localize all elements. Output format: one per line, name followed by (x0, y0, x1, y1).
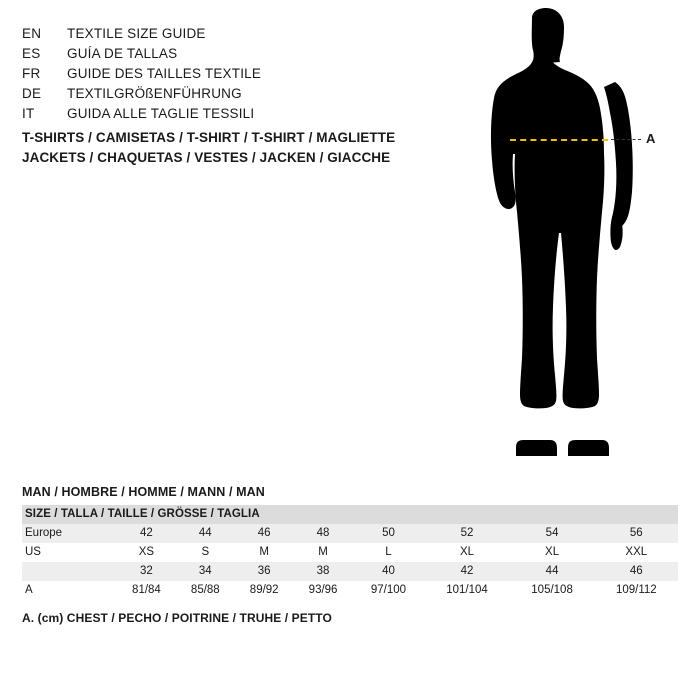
table-row (22, 524, 678, 543)
table-cell: 32 (117, 562, 176, 581)
table-cell: 105/108 (510, 581, 595, 600)
row-label: US (22, 543, 117, 562)
language-row (22, 24, 452, 44)
male-silhouette-icon (470, 8, 685, 468)
measure-leader-line (611, 139, 641, 140)
table-cell: 48 (294, 524, 353, 543)
body-figure (470, 8, 685, 468)
table-row (22, 581, 678, 600)
table-cell: 50 (353, 524, 425, 543)
table-header-row (22, 505, 678, 524)
table-cell: XL (510, 543, 595, 562)
language-row (22, 64, 452, 84)
language-title-list (22, 24, 452, 124)
table-cell: XS (117, 543, 176, 562)
category-tshirts: T-SHIRTS / CAMISETAS / T-SHIRT / T-SHIRT / MAGLIETTE (22, 130, 396, 145)
table-cell: M (294, 543, 353, 562)
table-row (22, 562, 678, 581)
language-title: TEXTILGRÖßENFÜHRUNG (67, 86, 242, 101)
language-row (22, 104, 452, 124)
table-cell: 46 (235, 524, 294, 543)
table-header-label: SIZE / TALLA / TAILLE / GRÖSSE / TAGLIA (22, 505, 678, 524)
table-cell: 52 (424, 524, 509, 543)
table-cell: 42 (424, 562, 509, 581)
language-title: GUÍA DE TALLAS (67, 46, 178, 61)
table-row (22, 543, 678, 562)
table-group-label: MAN / HOMBRE / HOMME / MANN / MAN (22, 485, 265, 499)
table-cell: 40 (353, 562, 425, 581)
table-cell: 54 (510, 524, 595, 543)
table-footnote: A. (cm) CHEST / PECHO / POITRINE / TRUHE / PETTO (22, 611, 332, 625)
language-title: GUIDE DES TAILLES TEXTILE (67, 66, 262, 81)
language-code: FR (22, 66, 41, 81)
measure-label-a: A (646, 131, 656, 146)
table-cell: 93/96 (294, 581, 353, 600)
language-code: EN (22, 26, 42, 41)
table-cell: 46 (595, 562, 678, 581)
row-label (22, 562, 117, 581)
row-label: Europe (22, 524, 117, 543)
table-cell: M (235, 543, 294, 562)
table-cell: 38 (294, 562, 353, 581)
table-cell: 56 (595, 524, 678, 543)
garment-category-list (22, 128, 462, 168)
table-cell: S (176, 543, 235, 562)
size-table-area (22, 485, 678, 625)
table-cell: 109/112 (595, 581, 678, 600)
table-cell: 89/92 (235, 581, 294, 600)
table-cell: 44 (176, 524, 235, 543)
category-jackets: JACKETS / CHAQUETAS / VESTES / JACKEN / GIACCHE (22, 150, 391, 165)
language-code: DE (22, 86, 42, 101)
table-cell: 44 (510, 562, 595, 581)
language-row (22, 84, 452, 104)
table-cell: XL (424, 543, 509, 562)
table-cell: 85/88 (176, 581, 235, 600)
language-row (22, 44, 452, 64)
language-title: TEXTILE SIZE GUIDE (67, 26, 206, 41)
row-label: A (22, 581, 117, 600)
language-code: IT (22, 106, 35, 121)
table-cell: 34 (176, 562, 235, 581)
table-cell: L (353, 543, 425, 562)
table-cell: 36 (235, 562, 294, 581)
language-title: GUIDA ALLE TAGLIE TESSILI (67, 106, 255, 121)
table-cell: 42 (117, 524, 176, 543)
language-code: ES (22, 46, 41, 61)
table-cell: 97/100 (353, 581, 425, 600)
chest-measure-line (510, 139, 608, 141)
table-cell: 81/84 (117, 581, 176, 600)
size-table (22, 505, 678, 600)
table-cell: 101/104 (424, 581, 509, 600)
table-cell: XXL (595, 543, 678, 562)
